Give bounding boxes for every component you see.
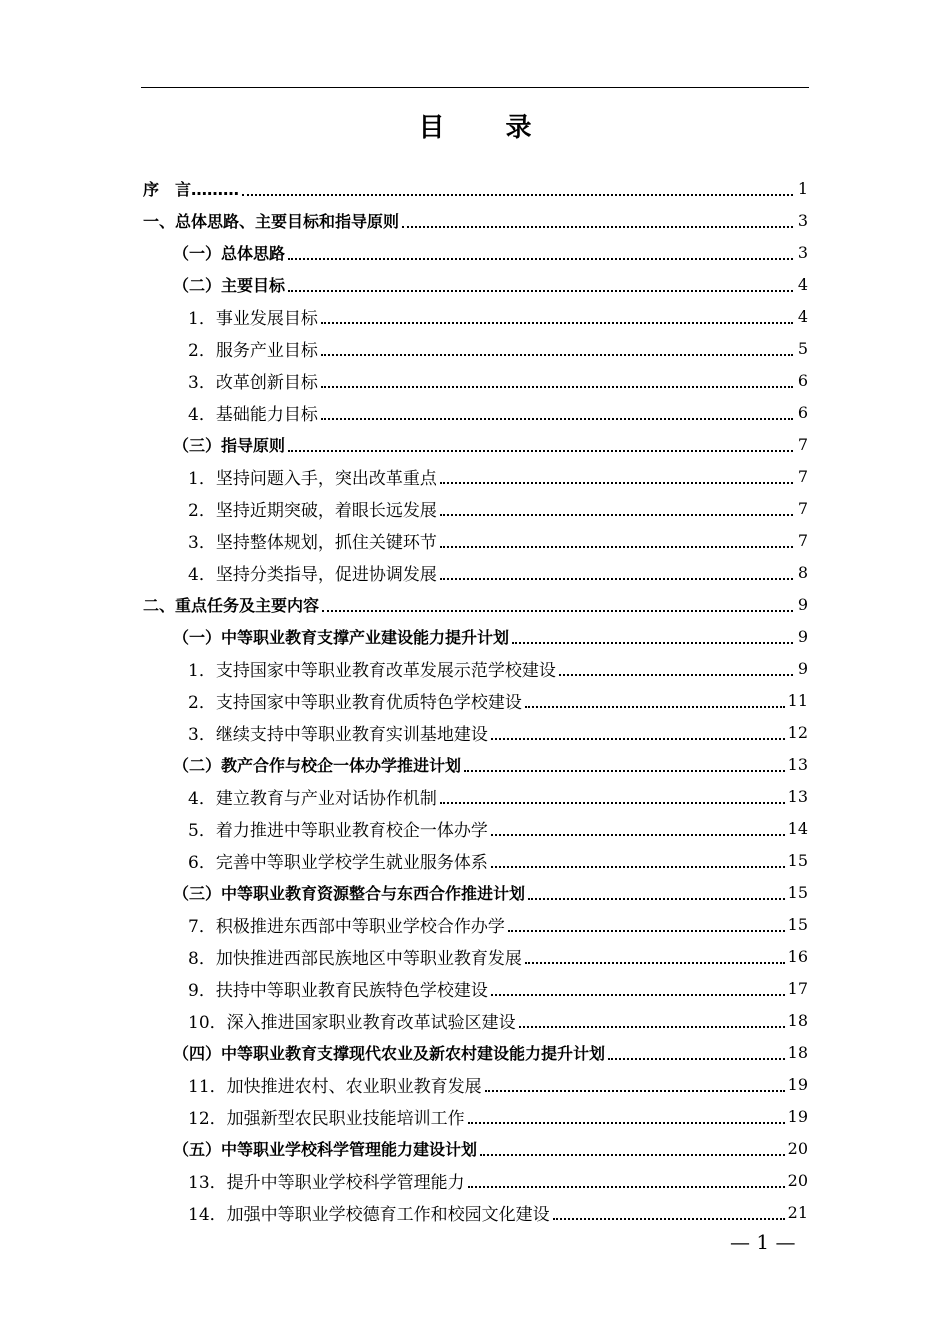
toc-entry-number: 1． [188,468,216,489]
toc-entry-number: 14． [188,1204,227,1225]
toc-entry-text: 加快推进西部民族地区中等职业教育发展 [215,948,522,969]
dot-leader [322,610,793,612]
toc-entry-text: 二、重点任务及主要内容 [143,595,320,615]
toc-entry-page: 17 [787,978,808,998]
toc-entry[interactable] [143,524,808,556]
toc-entry-text: （一）中等职业教育支撑产业建设能力提升计划 [173,627,510,647]
toc-entry-label [173,625,509,648]
dot-leader [321,354,793,356]
toc-entry-number: 10． [188,1012,227,1033]
toc-entry-label [188,688,522,713]
toc-entry-label [188,1104,465,1129]
table-of-contents [143,172,808,1228]
toc-entry-label [173,753,461,776]
toc-entry-text: （二）教产合作与校企一体办学推进计划 [173,755,462,775]
toc-entry-page: 12 [787,722,808,742]
toc-entry-page: 15 [787,882,808,902]
dot-leader [553,1218,785,1220]
toc-entry[interactable] [143,716,808,748]
toc-entry[interactable] [143,332,808,364]
toc-entry[interactable] [143,1100,808,1132]
toc-entry-number: 2． [188,692,216,713]
toc-entry-text: （一）总体思路 [173,243,286,263]
toc-entry-page: 8 [797,562,808,582]
toc-entry-text: 坚持分类指导，促进协调发展 [215,564,437,585]
toc-entry-number: 3． [188,724,216,745]
toc-entry-page: 14 [787,818,808,838]
toc-entry-number: 7． [188,916,216,937]
dot-leader [321,322,793,324]
toc-entry-page: 19 [787,1074,808,1094]
toc-entry-label [173,1137,477,1160]
toc-entry-text: 支持国家中等职业教育改革发展示范学校建设 [215,660,556,681]
toc-entry-page: 3 [797,242,808,262]
toc-entry-text: 提升中等职业学校科学管理能力 [226,1172,465,1193]
dot-leader [468,1122,785,1124]
toc-entry-text: 坚持问题入手，突出改革重点 [215,468,437,489]
toc-entry[interactable] [143,748,808,780]
toc-entry[interactable] [143,620,808,652]
toc-entry[interactable] [143,876,808,908]
dot-leader [491,866,785,868]
toc-entry-page: 5 [797,338,808,358]
toc-entry-label [188,464,437,489]
toc-entry-label [173,433,285,456]
dot-leader [525,962,785,964]
dot-leader [480,1154,785,1156]
dot-leader [440,578,793,580]
toc-entry-number: 5． [188,820,216,841]
toc-entry-text: 坚持近期突破，着眼长远发展 [215,500,437,521]
dot-leader [528,898,785,900]
dot-leader [608,1058,785,1060]
dot-leader [440,482,793,484]
toc-entry-number: 9． [188,980,216,1001]
top-rule [141,87,809,88]
dot-leader [525,706,785,708]
toc-entry-label [188,1168,465,1193]
toc-entry[interactable] [143,460,808,492]
dot-leader [288,258,793,260]
toc-entry-text: 建立教育与产业对话协作机制 [215,788,437,809]
toc-entry-label [188,1072,482,1097]
toc-entry[interactable] [143,940,808,972]
toc-entry-text: （二）主要目标 [173,275,286,295]
toc-entry-page: 16 [787,946,808,966]
toc-entry-number: 12． [188,1108,227,1129]
toc-entry-text: 坚持整体规划，抓住关键环节 [215,532,437,553]
toc-entry-text: 扶持中等职业教育民族特色学校建设 [215,980,488,1001]
toc-entry-page: 6 [797,370,808,390]
toc-entry-text: 加快推进农村、农业职业教育发展 [226,1076,482,1097]
toc-entry-number: 1． [188,308,216,329]
toc-entry-text: 着力推进中等职业教育校企一体办学 [215,820,488,841]
toc-entry[interactable] [143,1164,808,1196]
toc-entry-text: 序 言……… [143,179,240,199]
toc-entry-label [173,881,525,904]
toc-entry-text: （四）中等职业教育支撑现代农业及新农村建设能力提升计划 [173,1043,606,1063]
toc-entry-page: 9 [797,658,808,678]
toc-entry-number: 4． [188,788,216,809]
toc-entry-label [188,720,488,745]
toc-entry-label [188,560,437,585]
toc-entry-page: 13 [787,786,808,806]
toc-entry[interactable] [143,1132,808,1164]
toc-entry-text: 深入推进国家职业教育改革试验区建设 [226,1012,516,1033]
toc-entry-page: 18 [787,1010,808,1030]
toc-entry-number: 2． [188,500,216,521]
toc-entry-text: 继续支持中等职业教育实训基地建设 [215,724,488,745]
toc-entry[interactable] [143,300,808,332]
toc-entry-label [188,528,437,553]
toc-entry-label [188,1008,516,1033]
toc-entry[interactable] [143,428,808,460]
toc-entry-text: 完善中等职业学校学生就业服务体系 [215,852,488,873]
dot-leader [288,290,793,292]
dot-leader [288,450,793,452]
dot-leader [402,226,793,228]
toc-entry[interactable] [143,844,808,876]
toc-entry-page: 15 [787,850,808,870]
toc-entry-label [188,976,488,1001]
toc-entry-text: 积极推进东西部中等职业学校合作办学 [215,916,505,937]
toc-entry-number: 3． [188,372,216,393]
dot-leader [491,834,785,836]
dot-leader [485,1090,785,1092]
toc-entry-page: 11 [787,690,808,710]
toc-entry[interactable] [143,1068,808,1100]
toc-entry[interactable] [143,172,808,204]
toc-entry-page: 18 [787,1042,808,1062]
toc-entry-text: 一、总体思路、主要目标和指导原则 [143,211,400,231]
toc-entry-page: 4 [797,274,808,294]
dot-leader [491,994,785,996]
toc-entry[interactable] [143,396,808,428]
toc-entry-text: 改革创新目标 [215,372,318,393]
toc-entry-number: 11． [188,1076,227,1097]
toc-entry-label [143,177,239,200]
toc-entry-label [143,209,399,232]
toc-entry-label [188,304,318,329]
toc-entry[interactable] [143,492,808,524]
toc-entry[interactable] [143,268,808,300]
toc-entry-text: 服务产业目标 [215,340,318,361]
toc-entry-label [188,400,318,425]
toc-entry-number: 1． [188,660,216,681]
dot-leader [491,738,785,740]
dot-leader [440,514,793,516]
dot-leader [468,1186,785,1188]
toc-entry-text: 加强新型农民职业技能培训工作 [226,1108,465,1129]
toc-entry-label [173,1041,605,1064]
toc-entry[interactable] [143,204,808,236]
toc-entry[interactable] [143,908,808,940]
toc-entry-label [188,496,437,521]
dot-leader [508,930,785,932]
dot-leader [321,386,793,388]
toc-entry-label [188,784,437,809]
toc-entry[interactable] [143,684,808,716]
toc-entry-number: 2． [188,340,216,361]
dot-leader [559,674,793,676]
toc-entry-page: 7 [797,498,808,518]
toc-entry-number: 8． [188,948,216,969]
toc-entry-number: 3． [188,532,216,553]
toc-entry-number: 6． [188,852,216,873]
toc-entry-label [173,273,285,296]
toc-entry[interactable] [143,1196,808,1228]
toc-entry-text: 加强中等职业学校德育工作和校园文化建设 [226,1204,550,1225]
toc-entry-label [188,848,488,873]
dot-leader [242,194,793,196]
toc-entry-text: 基础能力目标 [215,404,318,425]
dot-leader [464,770,785,772]
toc-entry-label [188,656,556,681]
toc-entry-page: 9 [797,594,808,614]
toc-entry-page: 7 [797,466,808,486]
dot-leader [519,1026,785,1028]
toc-entry-label [143,593,319,616]
dot-leader [440,802,785,804]
toc-entry-text: （三）中等职业教育资源整合与东西合作推进计划 [173,883,526,903]
toc-entry-page: 21 [787,1202,808,1222]
toc-entry-page: 4 [797,306,808,326]
toc-entry-page: 13 [787,754,808,774]
toc-entry[interactable] [143,780,808,812]
toc-entry-page: 19 [787,1106,808,1126]
toc-entry[interactable] [143,556,808,588]
toc-entry[interactable] [143,364,808,396]
toc-entry[interactable] [143,1004,808,1036]
dot-leader [512,642,793,644]
toc-entry-label [173,241,285,264]
toc-entry[interactable] [143,652,808,684]
toc-entry-page: 20 [787,1138,808,1158]
toc-entry[interactable] [143,972,808,1004]
toc-entry-label [188,944,522,969]
toc-entry-page: 20 [787,1170,808,1190]
toc-entry[interactable] [143,236,808,268]
toc-entry-label [188,1200,550,1225]
dot-leader [440,546,793,548]
toc-entry-page: 7 [797,434,808,454]
toc-entry-text: 支持国家中等职业教育优质特色学校建设 [215,692,522,713]
toc-entry-text: （五）中等职业学校科学管理能力建设计划 [173,1139,478,1159]
toc-entry-page: 9 [797,626,808,646]
toc-entry-page: 7 [797,530,808,550]
toc-entry-text: 事业发展目标 [215,308,318,329]
toc-entry-label [188,368,318,393]
toc-entry-number: 13． [188,1172,227,1193]
toc-entry-text: （三）指导原则 [173,435,286,455]
dot-leader [321,418,793,420]
toc-entry-label [188,816,488,841]
toc-entry-label [188,336,318,361]
toc-entry-page: 1 [797,178,808,198]
toc-entry-label [188,912,505,937]
toc-entry[interactable] [143,812,808,844]
toc-entry-page: 15 [787,914,808,934]
page-number-footer: — 1 — [730,1230,796,1254]
toc-entry[interactable] [143,588,808,620]
toc-entry-number: 4． [188,564,216,585]
page-title: 目 录 [418,113,558,143]
toc-entry[interactable] [143,1036,808,1068]
toc-entry-page: 6 [797,402,808,422]
toc-entry-number: 4． [188,404,216,425]
toc-entry-page: 3 [797,210,808,230]
